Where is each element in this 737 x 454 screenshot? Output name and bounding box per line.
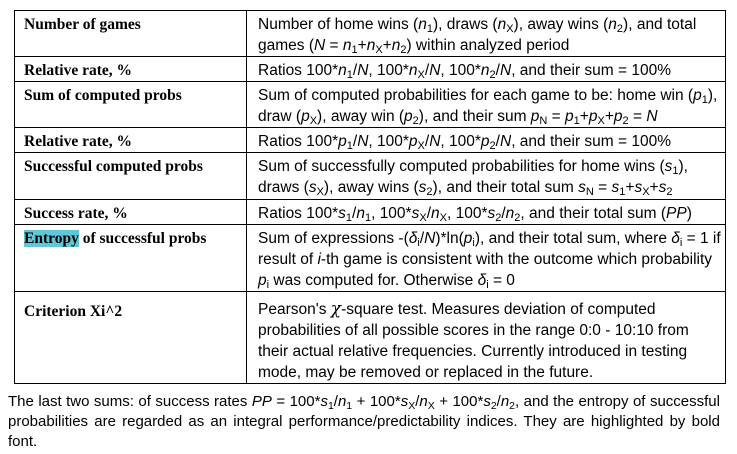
table-row: [15, 11, 726, 57]
desc-sum-computed-probs: Sum of computed probabilities for each game to be: home win $(p_1)$, draw $(p_X)$, away win $(p_2)$, and their sum $p_N = p_1+p_X+p_2 = N$: [247, 82, 726, 128]
term-success-rate: Success rate, %: [15, 200, 247, 225]
table-row: [15, 153, 726, 200]
desc-successful-computed-probs: Sum of successfully computed probabilities for home wins $(s_1)$, draws $(s_X)$, away wins $(s_2)$, and their total sum $s_N = s_1+s_X+s_2$: [247, 153, 726, 200]
definitions-table: [14, 10, 726, 384]
table-row: [15, 82, 726, 128]
term-sum-computed-probs: Sum of computed probs: [15, 82, 247, 128]
desc-relative-rate-games: Ratios $100*n_1/N$, $100*n_X/N$, $100*n_2/N$, and their sum = 100%: [247, 57, 726, 82]
entropy-highlight: Entropy: [24, 230, 79, 247]
table-row: [15, 57, 726, 82]
table-row: [15, 225, 726, 292]
table-row: [15, 128, 726, 153]
desc-success-rate: Ratios $100*s_1/n_1$, $100*s_X/n_X$, $100*s_2/n_2$, and their total sum (PP): [247, 200, 726, 225]
table-row: [15, 200, 726, 225]
footnote-paragraph: The last two sums: of success rates PP = $100*s_1/n_1 + 100*s_X/n_X + 100*s_2/n_2$, and the entropy of successful probabilities are regarded as an integral performance/predictability indices. They are highlighted by bold font.: [8, 393, 720, 450]
table-row: [15, 292, 726, 384]
term-entropy: [15, 225, 247, 292]
term-successful-computed-probs: Successful computed probs: [15, 153, 247, 200]
term-relative-rate-probs: Relative rate, %: [15, 128, 247, 153]
term-criterion-xi2: Criterion Xi^2: [15, 292, 247, 384]
desc-relative-rate-probs: Ratios $100*p_1/N$, $100*p_X/N$, $100*p_2/N$, and their sum = 100%: [247, 128, 726, 153]
desc-criterion-xi2: Pearson's χ-square test. Measures deviation of computed probabilities of all possible scores in the range 0:0 - 10:10 from their actual relative frequencies. Currently introduced in testing mode, may be removed or replaced in the future.: [247, 292, 726, 384]
entropy-term-rest: of successful probs: [78, 230, 207, 247]
desc-entropy: Sum of expressions $-(\delta_i/N)*\ln(p_i)$, and their total sum, where $\delta_i = 1$ if result of i-th game is consistent with the outcome which probability $p_i$ was computed for. Otherwise $\delta_i = 0$: [247, 225, 726, 292]
term-number-of-games: Number of games: [15, 11, 247, 57]
term-relative-rate-games: Relative rate, %: [15, 57, 247, 82]
desc-number-of-games: Number of home wins $(n_1)$, draws $(n_X)$, away wins $(n_2)$, and total games $(N = n_1+n_X+n_2)$ within analyzed period: [247, 11, 726, 57]
